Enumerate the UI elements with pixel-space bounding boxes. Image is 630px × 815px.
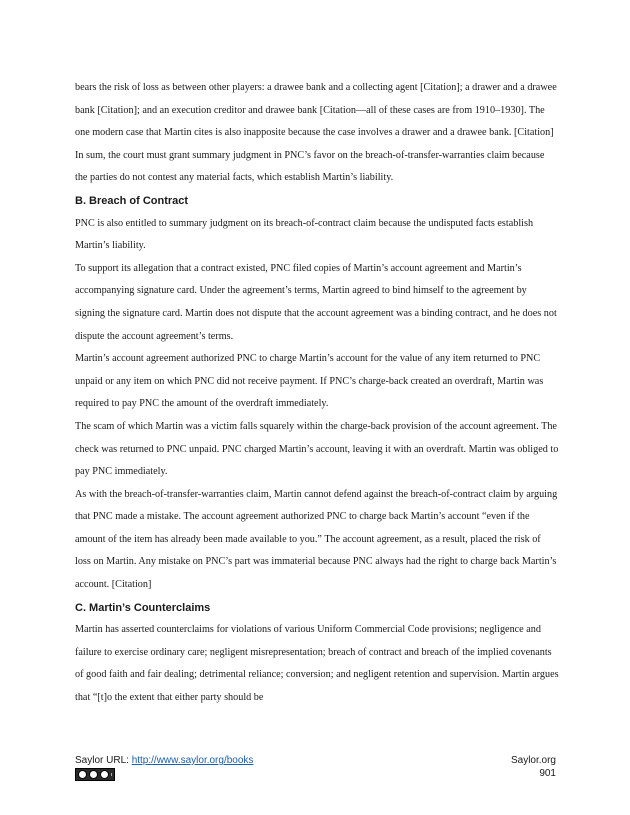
cc-by-nc-sa-icon	[75, 768, 115, 781]
saylor-books-link[interactable]: http://www.saylor.org/books	[131, 755, 254, 766]
section-heading: B. Breach of Contract	[75, 194, 189, 207]
footer-url-label: Saylor URL:	[75, 755, 132, 766]
paragraph: To support its allegation that a contract existed, PNC filed copies of Martin’s account agreement and Martin’s accompanying signature card. Under the agreement’s terms, Martin agreed to bind himself to the agreement by signing the signature card. Martin does not dispute that the account agreement was a binding contract, and he does not dispute the account agreement’s terms.	[75, 262, 557, 342]
paragraph: The scam of which Martin was a victim falls squarely within the charge-back provision of the account agreement. The check was returned to PNC unpaid. PNC charged Martin’s account, leaving it with an overdraft. Martin was obliged to pay PNC immediately.	[75, 420, 559, 478]
footer-site: Saylor.org	[510, 755, 556, 766]
paragraph: In sum, the court must grant summary judgment in PNC’s favor on the breach-of-transfer-warranties claim because the parties do not contest any material facts, which establish Martin’s liability.	[75, 149, 545, 184]
paragraph: bears the risk of loss as between other players: a drawee bank and a collecting agent [Citation]; a drawer and a drawee bank [Citation]; and an execution creditor and drawee bank [Citation—all of these cases are from 1910–1930]. The one modern case that Martin cites is also inapposite because the case involves a drawer and a drawee bank. [Citation]	[75, 82, 557, 139]
document-body	[75, 77, 559, 710]
paragraph: Martin has asserted counterclaims for violations of various Uniform Commercial Code provisions; negligence and failure to exercise ordinary care; negligent misrepresentation; breach of contract and breach of the implied covenants of good faith and fair dealing; detrimental reliance; conversion; and negligent retention and supervision. Martin argues that “[t]o the extent that either party should be	[75, 624, 559, 704]
footer-source	[75, 754, 253, 767]
paragraph: As with the breach-of-transfer-warranties claim, Martin cannot defend against the breach-of-contract claim by arguing that PNC made a mistake. The account agreement authorized PNC to charge back Martin’s account “even if the amount of the item has already been made available to you.” The account agreement, as a result, placed the risk of loss on Martin. Any mistake on PNC’s part was immaterial because PNC always had the right to charge back Martin’s account. [Citation]	[75, 488, 558, 591]
paragraph: PNC is also entitled to summary judgment on its breach-of-contract claim because the undisputed facts establish Martin’s liability.	[75, 217, 534, 252]
section-heading: C. Martin’s Counterclaims	[75, 601, 211, 614]
page-number: 901	[539, 768, 556, 779]
footer-page-info	[511, 754, 556, 780]
paragraph: Martin’s account agreement authorized PNC to charge Martin’s account for the value of any item returned to PNC unpaid or any item on which PNC did not receive payment. If PNC’s charge-back created an overdraft, Martin was required to pay PNC the amount of the overdraft immediately.	[75, 353, 544, 410]
